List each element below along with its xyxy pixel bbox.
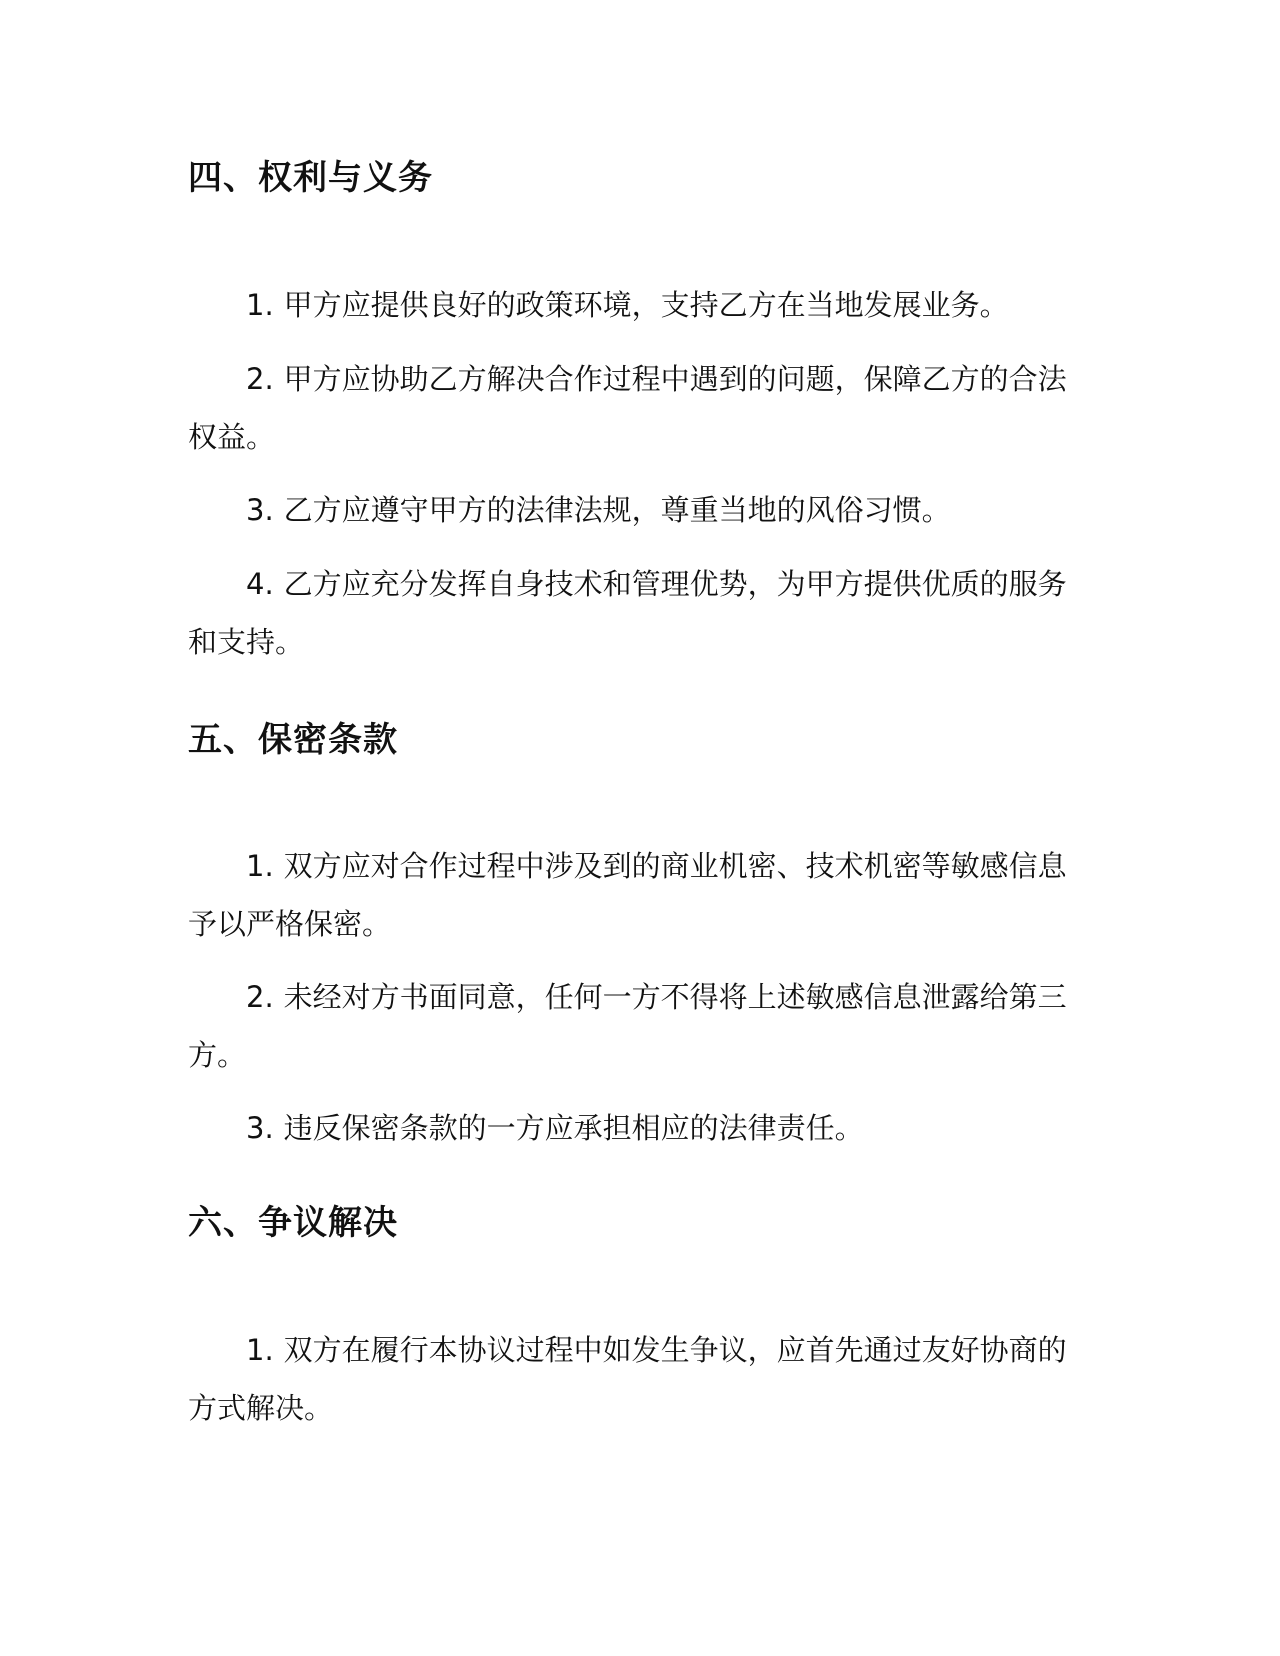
clause-number: 3.: [246, 1111, 274, 1145]
clause-item: [188, 1099, 1078, 1157]
clause-number: 1.: [246, 288, 274, 322]
clause-number: 1.: [246, 1333, 274, 1367]
clause-number: 2.: [246, 362, 274, 396]
clause-text: 违反保密条款的一方应承担相应的法律责任。: [283, 1111, 864, 1145]
clause-item: [188, 555, 1078, 671]
clause-number: 3.: [246, 493, 274, 527]
clause-item: [188, 837, 1078, 953]
clause-text: 甲方应提供良好的政策环境，支持乙方在当地发展业务。: [283, 288, 1009, 322]
section-heading-confidentiality: 五、保密条款: [188, 720, 398, 760]
clause-item: [188, 1321, 1078, 1437]
clause-item: [188, 968, 1078, 1084]
clause-text: 双方应对合作过程中涉及到的商业机密、技术机密等敏感信息予以严格保密。: [188, 849, 1067, 941]
clause-number: 4.: [246, 567, 274, 601]
clause-text: 双方在履行本协议过程中如发生争议，应首先通过友好协商的方式解决。: [188, 1333, 1067, 1425]
clause-text: 乙方应遵守甲方的法律法规，尊重当地的风俗习惯。: [283, 493, 951, 527]
clause-number: 1.: [246, 849, 274, 883]
clause-item: [188, 350, 1078, 466]
clause-item: [188, 276, 1078, 334]
clause-number: 2.: [246, 980, 274, 1014]
clause-text: 乙方应充分发挥自身技术和管理优势，为甲方提供优质的服务和支持。: [188, 567, 1067, 659]
section-heading-rights: 四、权利与义务: [188, 158, 433, 198]
clause-text: 甲方应协助乙方解决合作过程中遇到的问题，保障乙方的合法权益。: [188, 362, 1067, 454]
clause-text: 未经对方书面同意，任何一方不得将上述敏感信息泄露给第三方。: [188, 980, 1067, 1072]
clause-item: [188, 481, 1078, 539]
section-heading-dispute: 六、争议解决: [188, 1203, 398, 1243]
